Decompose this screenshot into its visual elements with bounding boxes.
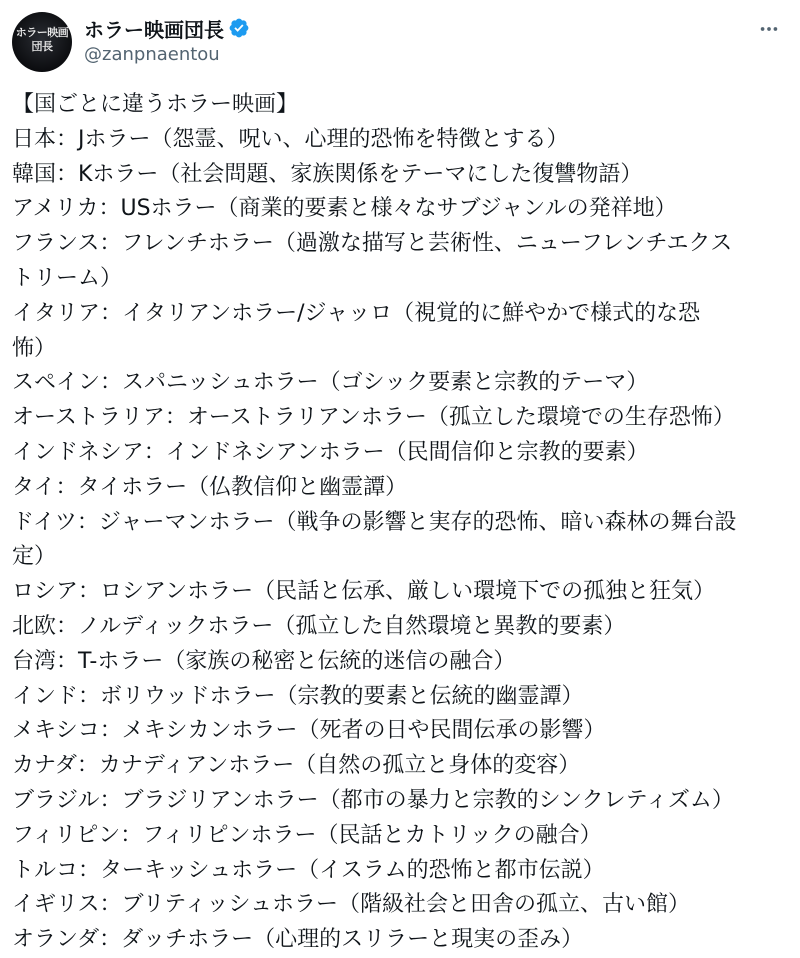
post-line: イギリス：ブリティッシュホラー（階級社会と田舎の孤立、古い館） xyxy=(12,892,691,918)
verified-badge-icon xyxy=(228,17,250,39)
post-line: 韓国：Kホラー（社会問題、家族関係をテーマにした復讐物語） xyxy=(12,161,643,187)
post-line: カナダ：カナディアンホラー（自然の孤立と身体的変容） xyxy=(12,753,581,779)
post-line: 日本：Jホラー（怨霊、呪い、心理的恐怖を特徴とする） xyxy=(12,126,569,152)
post-line: アメリカ：USホラー（商業的要素と様々なサブジャンルの発祥地） xyxy=(12,196,677,222)
post-line: スペイン：スパニッシュホラー（ゴシック要素と宗教的テーマ） xyxy=(12,370,649,396)
post-line: トリーム） xyxy=(12,265,123,291)
avatar-logo-text: ホラー映画 団長 xyxy=(15,26,69,53)
post-line: トルコ：ターキッシュホラー（イスラム的恐怖と都市伝説） xyxy=(12,857,605,883)
post-line: タイ：タイホラー（仏教信仰と幽霊譚） xyxy=(12,474,408,500)
post-line: ドイツ：ジャーマンホラー（戦争の影響と実存的恐怖、暗い森林の舞台設 xyxy=(12,509,737,535)
post-line: オーストラリア：オーストラリアンホラー（孤立した環境での生存恐怖） xyxy=(12,405,735,431)
post-line: 台湾：T-ホラー（家族の秘密と伝統的迷信の融合） xyxy=(12,648,516,674)
display-name-row xyxy=(84,14,250,42)
post-line: インドネシア：インドネシアンホラー（民間信仰と宗教的要素） xyxy=(12,439,649,465)
post-line: 北欧：ノルディックホラー（孤立した自然環境と異教的要素） xyxy=(12,613,626,639)
post-line: メキシコ：メキシカンホラー（死者の日や民間伝承の影響） xyxy=(12,718,606,744)
user-handle[interactable]: @zanpnaentou xyxy=(84,44,220,65)
post-line: 【国ごとに違うホラー映画】 xyxy=(12,92,299,117)
more-options-icon[interactable] xyxy=(754,14,784,44)
post-line: 定） xyxy=(12,544,57,570)
post-line: フィリピン：フィリピンホラー（民話とカトリックの融合） xyxy=(12,822,602,848)
post-line: 怖） xyxy=(12,335,57,361)
post-line: ロシア：ロシアンホラー（民話と伝承、厳しい環境下での孤独と狂気） xyxy=(12,579,716,605)
author-names xyxy=(84,14,250,65)
post-line: ブラジル：ブラジリアンホラー（都市の暴力と宗教的シンクレティズム） xyxy=(12,787,734,813)
avatar[interactable] xyxy=(12,12,72,72)
post-header xyxy=(12,10,788,74)
display-name[interactable]: ホラー映画団長 xyxy=(84,17,224,42)
post-line: インド：ボリウッドホラー（宗教的要素と伝統的幽霊譚） xyxy=(12,683,584,709)
post-line: オランダ：ダッチホラー（心理的スリラーと現実の歪み） xyxy=(12,927,584,953)
post-line: フランス：フレンチホラー（過激な描写と芸術性、ニューフレンチエクス xyxy=(12,231,733,257)
post-line: イタリア：イタリアンホラー/ジャッロ（視覚的に鮮やかで様式的な恐 xyxy=(12,300,701,326)
post-text xyxy=(12,88,792,958)
